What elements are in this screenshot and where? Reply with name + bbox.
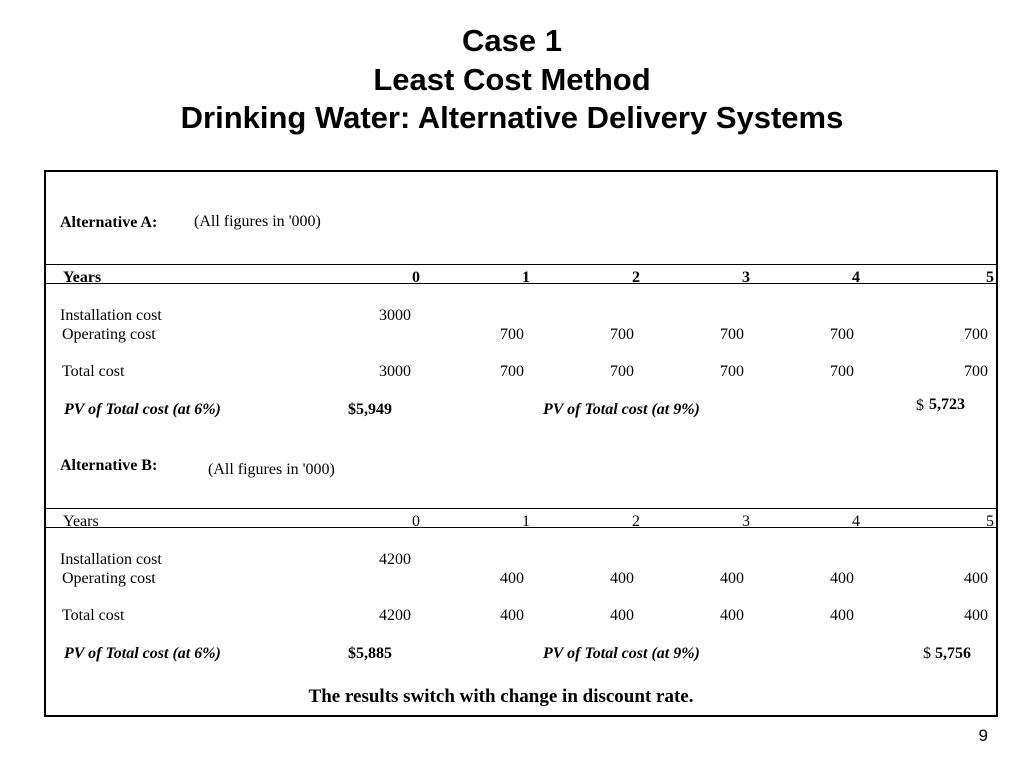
alt-a-year-5: 5 bbox=[986, 269, 994, 286]
alt-b-installation-value: 4200 bbox=[379, 551, 411, 568]
alt-b-year-3: 3 bbox=[742, 513, 750, 530]
alt-b-pv9-currency: $ bbox=[923, 645, 931, 662]
alt-a-operating-3: 700 bbox=[720, 326, 744, 343]
alt-b-year-1: 1 bbox=[522, 513, 530, 530]
alt-a-pv6-value: $5,949 bbox=[348, 401, 392, 418]
title-method: Least Cost Method bbox=[373, 61, 651, 97]
alt-b-operating-4: 400 bbox=[830, 570, 854, 587]
alt-a-year-0: 0 bbox=[412, 269, 420, 286]
alt-a-pv9-currency: $ bbox=[916, 397, 924, 414]
alt-a-pv9-value: 5,723 bbox=[929, 396, 965, 413]
slide-title bbox=[0, 22, 1024, 138]
alt-a-pv9-label: PV of Total cost (at 9%) bbox=[543, 401, 700, 418]
alt-b-total-4: 400 bbox=[830, 607, 854, 624]
alt-b-installation-label: Installation cost bbox=[60, 551, 162, 568]
alt-a-total-3: 700 bbox=[720, 363, 744, 380]
alt-b-operating-1: 400 bbox=[500, 570, 524, 587]
alt-a-total-4: 700 bbox=[830, 363, 854, 380]
alt-a-total-1: 700 bbox=[500, 363, 524, 380]
alt-a-year-2: 2 bbox=[632, 269, 640, 286]
alt-b-year-5: 5 bbox=[986, 513, 994, 530]
alt-a-year-3: 3 bbox=[742, 269, 750, 286]
cost-table-frame bbox=[44, 170, 998, 717]
alt-b-units-note: (All figures in '000) bbox=[208, 461, 335, 478]
alt-b-total-label: Total cost bbox=[62, 607, 125, 624]
alt-b-total-5: 400 bbox=[964, 607, 988, 624]
alt-a-operating-label: Operating cost bbox=[62, 326, 156, 343]
alt-b-operating-label: Operating cost bbox=[62, 570, 156, 587]
alt-b-label: Alternative B: bbox=[60, 457, 158, 474]
alt-b-pv6-label: PV of Total cost (at 6%) bbox=[64, 645, 221, 662]
alt-b-pv9-value: 5,756 bbox=[935, 645, 971, 662]
alt-a-total-0: 3000 bbox=[379, 363, 411, 380]
alt-b-operating-2: 400 bbox=[610, 570, 634, 587]
alt-a-year-4: 4 bbox=[852, 269, 860, 286]
alt-b-pv9-label: PV of Total cost (at 9%) bbox=[543, 645, 700, 662]
title-case: Case 1 bbox=[462, 23, 562, 58]
alt-a-operating-1: 700 bbox=[500, 326, 524, 343]
alt-a-year-1: 1 bbox=[522, 269, 530, 286]
page-number: 9 bbox=[978, 726, 988, 745]
alt-b-total-1: 400 bbox=[500, 607, 524, 624]
alt-b-pv6-value: $5,885 bbox=[348, 645, 392, 662]
alt-a-operating-5: 700 bbox=[964, 326, 988, 343]
alt-a-years-top-rule bbox=[46, 264, 996, 265]
conclusion-note: The results switch with change in discount rate. bbox=[308, 686, 694, 707]
alt-a-installation-label: Installation cost bbox=[60, 307, 162, 324]
alt-a-installation-value: 3000 bbox=[379, 307, 411, 324]
alt-a-total-5: 700 bbox=[964, 363, 988, 380]
alt-a-total-label: Total cost bbox=[62, 363, 125, 380]
alt-b-years-top-rule bbox=[46, 508, 996, 509]
alt-a-units-note: (All figures in '000) bbox=[194, 213, 321, 230]
alt-b-total-0: 4200 bbox=[379, 607, 411, 624]
alt-b-total-3: 400 bbox=[720, 607, 744, 624]
alt-a-label: Alternative A: bbox=[60, 214, 158, 231]
title-subject: Drinking Water: Alternative Delivery Systems bbox=[180, 100, 844, 135]
alt-b-year-4: 4 bbox=[852, 513, 860, 530]
alt-b-years-label: Years bbox=[63, 513, 99, 530]
alt-b-operating-3: 400 bbox=[720, 570, 744, 587]
alt-b-year-0: 0 bbox=[412, 513, 420, 530]
alt-a-operating-2: 700 bbox=[610, 326, 634, 343]
alt-a-years-label: Years bbox=[63, 269, 102, 286]
alt-b-total-2: 400 bbox=[610, 607, 634, 624]
alt-b-operating-5: 400 bbox=[964, 570, 988, 587]
alt-a-operating-4: 700 bbox=[830, 326, 854, 343]
alt-a-pv6-label: PV of Total cost (at 6%) bbox=[64, 401, 221, 418]
alt-b-year-2: 2 bbox=[632, 513, 640, 530]
alt-a-total-2: 700 bbox=[610, 363, 634, 380]
